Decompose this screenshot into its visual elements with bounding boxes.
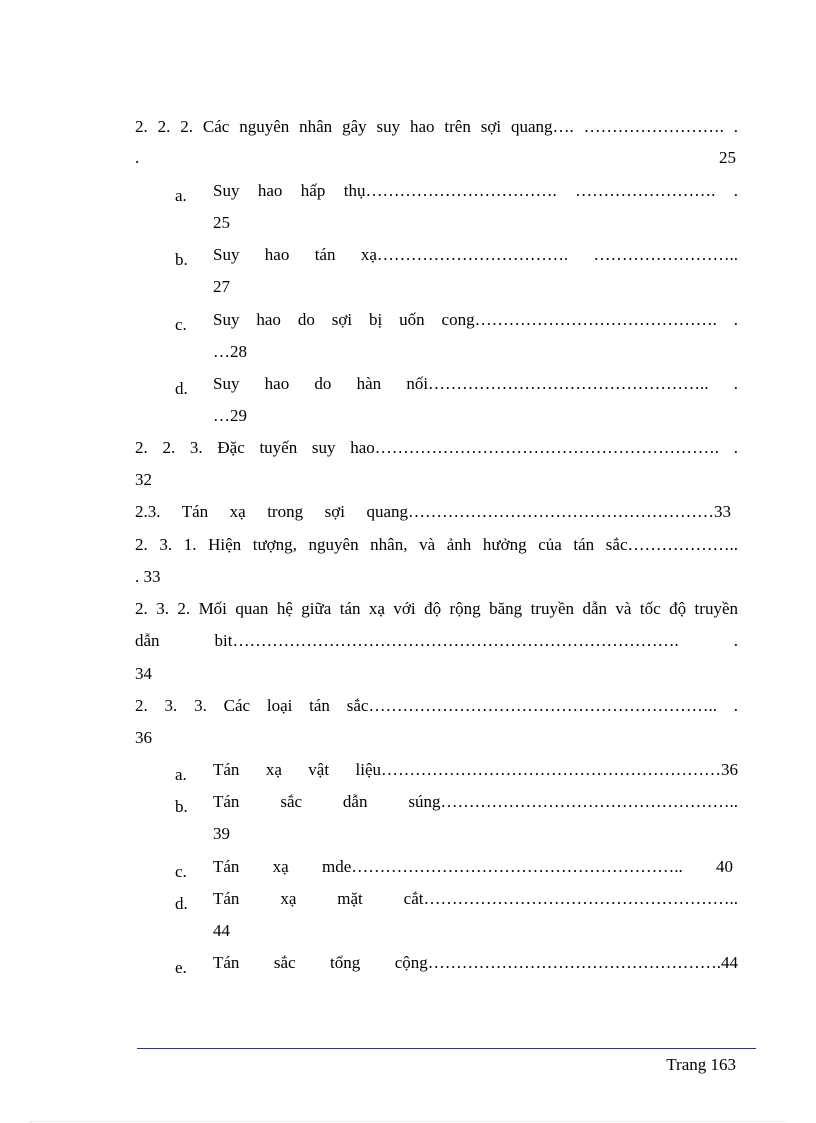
toc-entry-2-2-3: 2. 2. 3. Đặc tuyến suy hao……………………………………………………. . [135,438,738,457]
toc-entry-page: 25 [213,213,230,232]
toc-entry-tan-xa-vat-lieu: Tán xạ vật liệu……………………………………………………36 [213,760,738,779]
toc-entry-tan-sac-tong-cong: Tán sắc tổng cộng…………………………………………….44 [213,953,738,972]
toc-item-label: c. [175,315,187,334]
toc-entry-2-3-3: 2. 3. 3. Các loại tán sắc…………………………………………………….. . [135,696,738,715]
toc-item-label: a. [175,765,187,784]
toc-entry-page: 36 [135,728,152,747]
toc-entry-suy-hao-uon-cong: Suy hao do sợi bị uốn cong……………………………………. . [213,310,738,329]
toc-entry-page: 39 [213,824,230,843]
toc-entry-tan-xa-mat-cat: Tán xạ mặt cắt……………………………………………….. [213,889,738,908]
page-bottom-edge [30,1121,786,1122]
toc-entry-2-2-2: 2. 2. 2. Các nguyên nhân gây suy hao trên sợi quang…. ……………………. . [135,117,738,136]
toc-entry-page: . 33 [135,567,161,586]
toc-entry-page: …29 [213,406,247,425]
toc-entry-page: 44 [213,921,230,940]
toc-item-label: d. [175,379,188,398]
toc-entry-tan-sac-dan-sung: Tán sắc dẫn súng…………………………………………….. [213,792,738,811]
toc-entry-2-3-1: 2. 3. 1. Hiện tượng, nguyên nhân, và ảnh hưởng của tán sắc……………….. [135,535,738,554]
toc-item-label: c. [175,862,187,881]
toc-entry-2-3: 2.3. Tán xạ trong sợi quang………………………………………………33 [135,502,731,521]
toc-entry-tan-xa-mde: Tán xạ mde………………………………………………….. 40 [213,857,733,876]
toc-item-label: b. [175,797,188,816]
toc-entry-suy-hao-han-noi: Suy hao do hàn nối………………………………………….. . [213,374,738,393]
toc-item-label: a. [175,186,187,205]
toc-entry-page: 34 [135,664,152,683]
toc-entry-2-3-2: 2. 3. 2. Mối quan hệ giữa tán xạ với độ rộng băng truyền dẫn và tốc độ truyền [135,599,738,618]
toc-entry-suy-hao-tan-xa: Suy hao tán xạ……………………………. …………………….. [213,245,738,264]
toc-entry-page: …28 [213,342,247,361]
toc-entry-2-2-2-page: 25 [719,148,736,167]
page-number: Trang 163 [666,1055,736,1074]
toc-entry-2-3-2-cont: dẫn bit……………………………………………………………………. . [135,631,738,650]
toc-item-label: d. [175,894,188,913]
toc-entry-2-2-2-dot: . [135,148,140,167]
toc-entry-page: 32 [135,470,152,489]
toc-item-label: e. [175,958,187,977]
toc-entry-suy-hao-hap-thu: Suy hao hấp thụ……………………………. ……………………. . [213,181,738,200]
toc-entry-page: 27 [213,277,230,296]
footer-rule [137,1048,756,1049]
toc-item-label: b. [175,250,188,269]
